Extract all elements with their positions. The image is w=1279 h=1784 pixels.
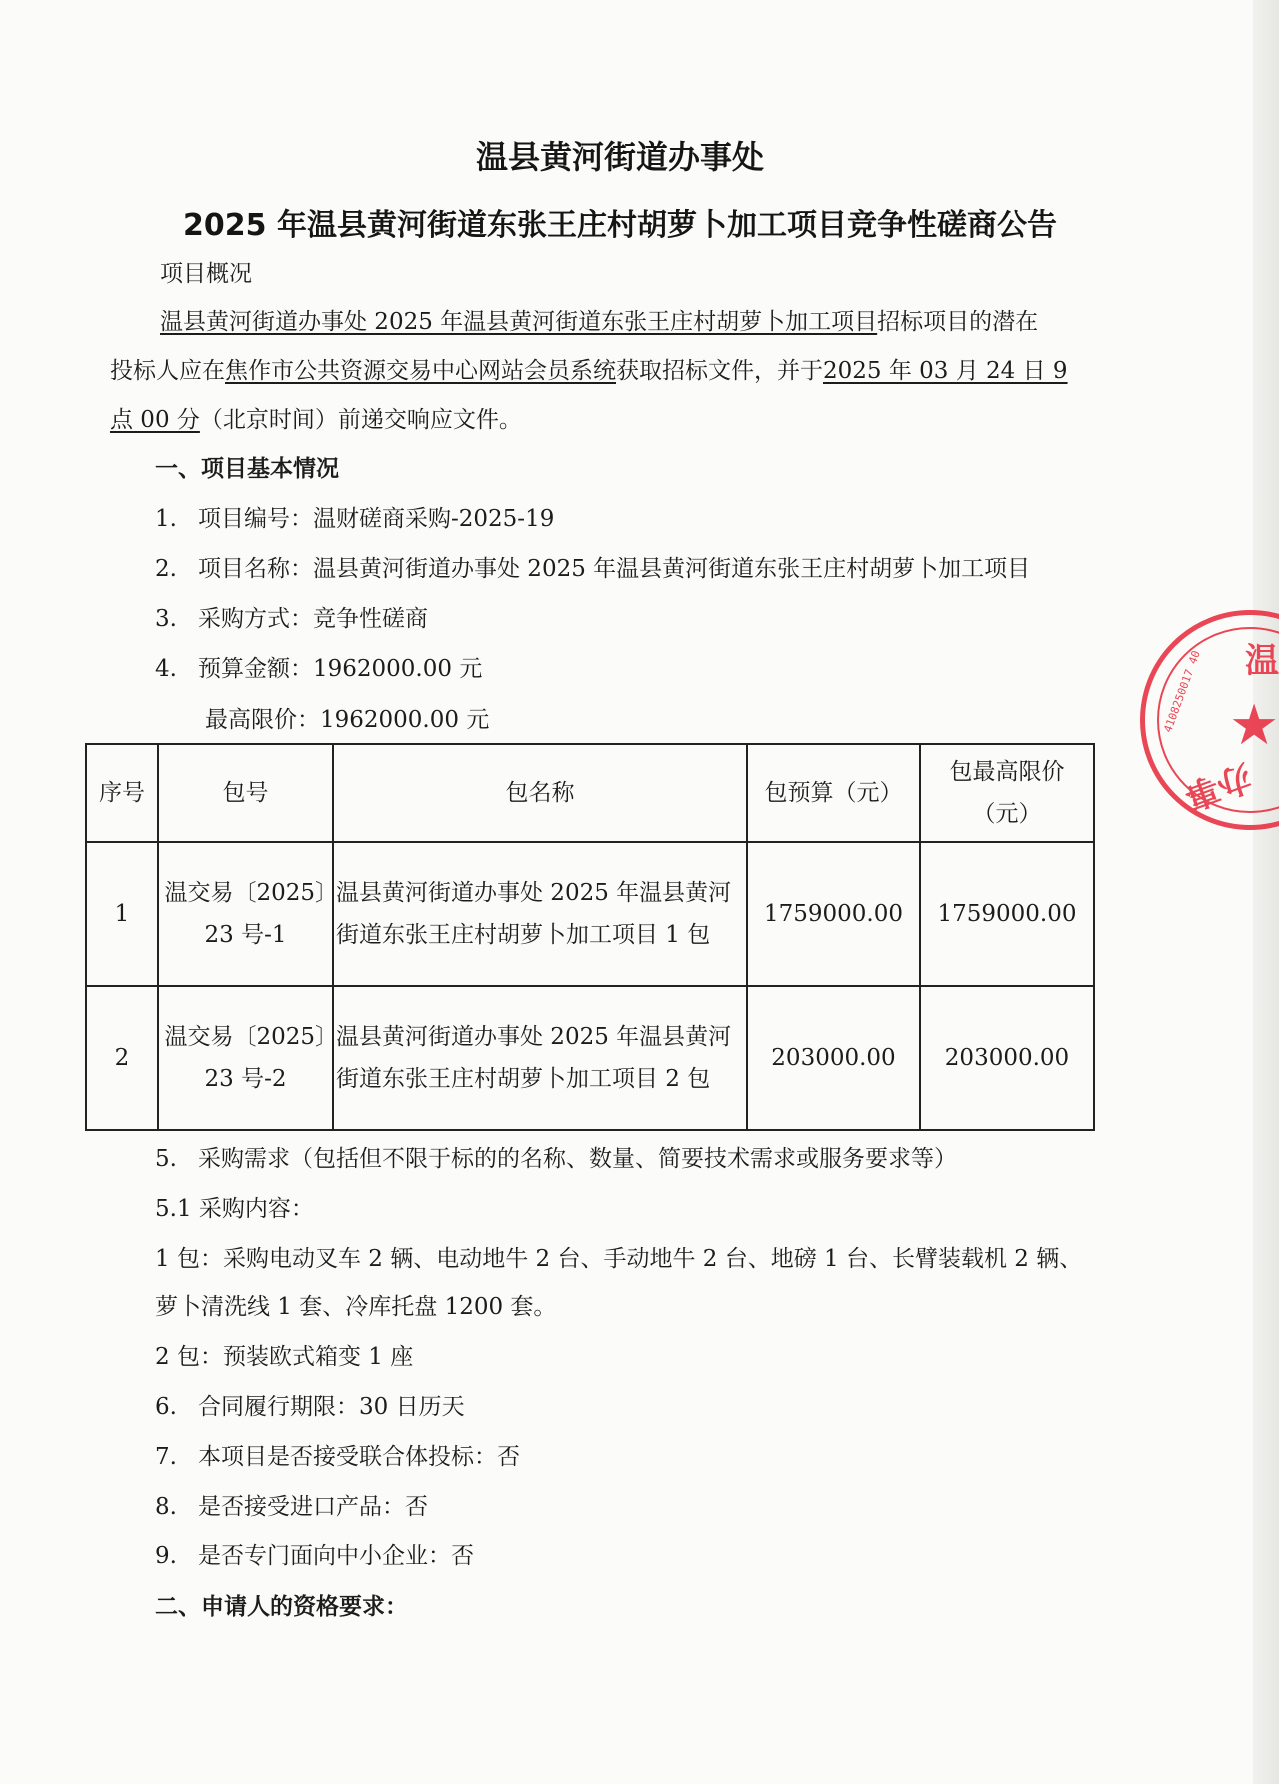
item-text: 预算金额：1962000.00 元 [198,656,483,682]
item-number: 4. [155,656,177,682]
item-text: 是否专门面向中小企业：否 [198,1543,474,1569]
package-table [85,743,1095,1131]
seal-code: 4108250017 40 [1161,648,1203,735]
table-cell: 温县黄河街道办事处 2025 年温县黄河街道东张王庄村胡萝卜加工项目 1 包 [333,842,747,986]
item-number: 7. [155,1444,177,1470]
column-header: 包预算（元） [747,744,920,842]
table-cell: 1 [86,842,158,986]
column-header: 包名称 [333,744,747,842]
item-text: 本项目是否接受联合体投标：否 [198,1444,520,1470]
item-number: 3. [155,606,177,632]
column-header: 包号 [158,744,333,842]
item-text: 项目名称：温县黄河街道办事处 2025 年温县黄河街道东张王庄村胡萝卜加工项目 [198,556,1031,582]
table-cell: 2 [86,986,158,1130]
overview-heading: 项目概况 [160,261,252,287]
table-cell: 203000.00 [920,986,1094,1130]
document-issuer: 温县黄河街道办事处 [475,138,764,176]
table-row [86,842,1094,986]
section2-heading: 二、申请人的资格要求： [155,1593,408,1620]
page-edge [1253,0,1279,1784]
table-cell: 温县黄河街道办事处 2025 年温县黄河街道东张王庄村胡萝卜加工项目 2 包 [333,986,747,1130]
overview-line-3 [110,404,522,436]
official-seal [1140,610,1279,830]
table-cell: 1759000.00 [920,842,1094,986]
table-cell: 1759000.00 [747,842,920,986]
item-text: 采购需求（包括但不限于标的的名称、数量、简要技术需求或服务要求等） [198,1146,957,1172]
item-number: 5. [155,1146,177,1172]
seal-text-top: 温 [1245,641,1279,681]
item-text: 是否接受进口产品：否 [198,1494,428,1520]
column-header: 包最高限价（元） [920,744,1094,842]
overview-line-1 [160,306,1038,338]
item-number: 1. [155,506,177,532]
package1-content: 1 包：采购电动叉车 2 辆、电动地牛 2 台、手动地牛 2 台、地磅 1 台、长臂装载机 2 辆、 [155,1246,1083,1272]
section1-heading: 一、项目基本情况 [155,455,339,482]
overview-text: （北京时间）前递交响应文件。 [199,407,522,433]
table-header-row [86,744,1094,842]
project-name-underlined: 温县黄河街道办事处 2025 年温县黄河街道东张王庄村胡萝卜加工项目 [160,309,878,335]
seal-text-bottom: 办事 [1179,755,1257,817]
item-text: 合同履行期限：30 日历天 [198,1394,465,1420]
column-header: 序号 [86,744,158,842]
table-cell: 温交易〔2025〕23 号-1 [158,842,333,986]
overview-text: 获取招标文件，并于 [616,358,823,384]
table-cell: 温交易〔2025〕23 号-2 [158,986,333,1130]
seal-star-icon: ★ [1229,693,1279,758]
platform-name-underlined: 焦作市公共资源交易中心网站会员系统 [225,358,616,384]
table-row [86,986,1094,1130]
overview-text: 投标人应在 [110,358,225,384]
table-cell: 203000.00 [747,986,920,1130]
max-price: 最高限价：1962000.00 元 [205,707,490,733]
item-text: 采购方式：竞争性磋商 [198,606,428,632]
deadline-date-underlined: 2025 年 03 月 24 日 9 [823,358,1068,384]
procurement-content-heading: 5.1 采购内容： [155,1196,314,1222]
overview-line-2 [110,355,1068,387]
overview-text: 招标项目的潜在 [877,309,1039,335]
item-number: 6. [155,1394,177,1420]
deadline-time-underlined: 点 00 分 [110,407,200,433]
item-number: 8. [155,1494,177,1520]
item-number: 2. [155,556,177,582]
package1-content-cont: 萝卜清洗线 1 套、冷库托盘 1200 套。 [155,1294,557,1320]
item-number: 9. [155,1543,177,1569]
item-text: 项目编号：温财磋商采购-2025-19 [198,506,555,532]
package2-content: 2 包：预装欧式箱变 1 座 [155,1344,414,1370]
document-title: 2025 年温县黄河街道东张王庄村胡萝卜加工项目竞争性磋商公告 [183,208,1057,243]
